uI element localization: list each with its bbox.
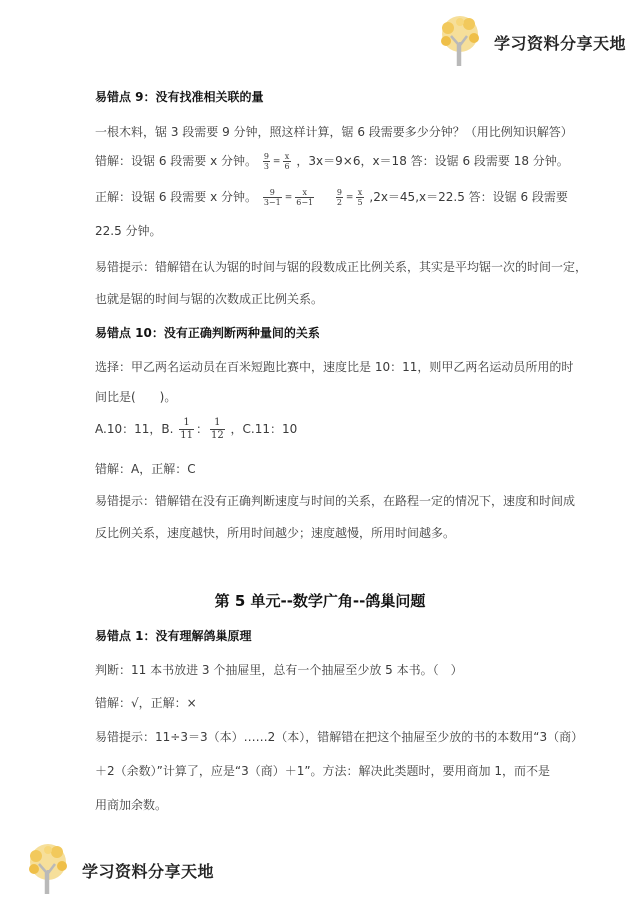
s9-right-suffix: ,2x＝45,x＝22.5 答：设锯 6 段需要 bbox=[369, 190, 568, 204]
s10-question-line2: 间比是( )。 bbox=[95, 390, 177, 404]
fraction: $\frac{9}{3-1}$ bbox=[263, 188, 281, 207]
s9-wrong-suffix: ，3x＝9×6，x＝18 答：设锯 6 段需要 18 分钟。 bbox=[296, 154, 569, 168]
fraction: $\frac{x}{5}$ bbox=[357, 188, 363, 207]
u5-tip-line1: 易错提示：11÷3＝3（本）……2（本），错解错在把这个抽屉至少放的书的本数用“3（商） bbox=[95, 730, 584, 744]
option-c: ，C.11：10 bbox=[230, 422, 298, 436]
s9-wrong-solution: 错解：设锯 6 段需要 x 分钟。 $\frac{9}{3}$ = $\frac{x}{6}$ ，3x＝9×6，x＝18 答：设锯 6 段需要 18 分钟。 bbox=[95, 152, 569, 171]
brand-name: 学习资料分享天地 bbox=[82, 861, 215, 881]
s9-right-prefix: 正解：设锯 6 段需要 x 分钟。 bbox=[95, 190, 257, 204]
s9-tip-line2: 也就是锯的时间与锯的次数成正比例关系。 bbox=[95, 292, 324, 306]
s9-right-line2: 22.5 分钟。 bbox=[95, 224, 162, 238]
fraction: $\frac{1}{12}$ bbox=[210, 417, 224, 441]
u5-question: 判断：11 本书放进 3 个抽屉里，总有一个抽屉至少放 5 本书。（ ） bbox=[95, 663, 463, 677]
header-brand bbox=[434, 14, 626, 70]
fraction: $\frac{x}{6-1}$ bbox=[296, 188, 314, 207]
tree-logo-icon bbox=[434, 14, 486, 70]
s9-wrong-prefix: 错解：设锯 6 段需要 x 分钟。 bbox=[95, 154, 257, 168]
u5-s1-title: 易错点 1：没有理解鸽巢原理 bbox=[95, 629, 252, 643]
s9-title: 易错点 9：没有找准相关联的量 bbox=[95, 90, 264, 104]
s10-answer: 错解：A，正解：C bbox=[95, 462, 196, 476]
brand-name: 学习资料分享天地 bbox=[494, 33, 627, 53]
s10-options: A.10：11，B. $\frac{1}{11}$ ： $\frac{1}{12}$ ，C.11：10 bbox=[95, 417, 298, 441]
tree-logo-icon bbox=[22, 842, 74, 898]
s10-question-line1: 选择：甲乙两名运动员在百米短跑比赛中，速度比是 10：11，则甲乙两名运动员所用的时 bbox=[95, 360, 574, 374]
fraction: $\frac{9}{2}$ bbox=[336, 188, 342, 207]
s10-tip-line2: 反比例关系，速度越快，所用时间越少；速度越慢，所用时间越多。 bbox=[95, 526, 456, 540]
fraction: $\frac{1}{11}$ bbox=[180, 417, 193, 441]
s9-tip-line1: 易错提示：错解错在认为锯的时间与锯的段数成正比例关系，其实是平均锯一次的时间一定， bbox=[95, 260, 588, 274]
unit-title: 第 5 单元--数学广角--鸽巢问题 bbox=[214, 592, 426, 610]
s9-right-solution: 正解：设锯 6 段需要 x 分钟。 $\frac{9}{3-1}$ = $\frac{x}{6-1}$ $\frac{9}{2}$ = $\frac{x}{5}$ ,2x＝45,x＝22.5 答：设锯 6 段需要 bbox=[95, 188, 568, 207]
fraction: $\frac{x}{6}$ bbox=[284, 152, 290, 171]
footer-brand bbox=[22, 842, 214, 898]
u5-tip-line2: ＋2（余数）”计算了，应是“3（商）＋1”。方法：解决此类题时，要用商加 1，而不是 bbox=[95, 764, 551, 778]
fraction: $\frac{9}{3}$ bbox=[263, 152, 269, 171]
s10-tip-line1: 易错提示：错解错在没有正确判断速度与时间的关系，在路程一定的情况下，速度和时间成 bbox=[95, 494, 576, 508]
u5-tip-line3: 用商加余数。 bbox=[95, 798, 168, 812]
u5-answer: 错解：√，正解：× bbox=[95, 696, 197, 710]
s10-title: 易错点 10：没有正确判断两种量间的关系 bbox=[95, 326, 320, 340]
s9-question: 一根木料，锯 3 段需要 9 分钟，照这样计算，锯 6 段需要多少分钟？（用比例知识解答） bbox=[95, 125, 573, 139]
option-a: A.10：11，B. bbox=[95, 422, 174, 436]
